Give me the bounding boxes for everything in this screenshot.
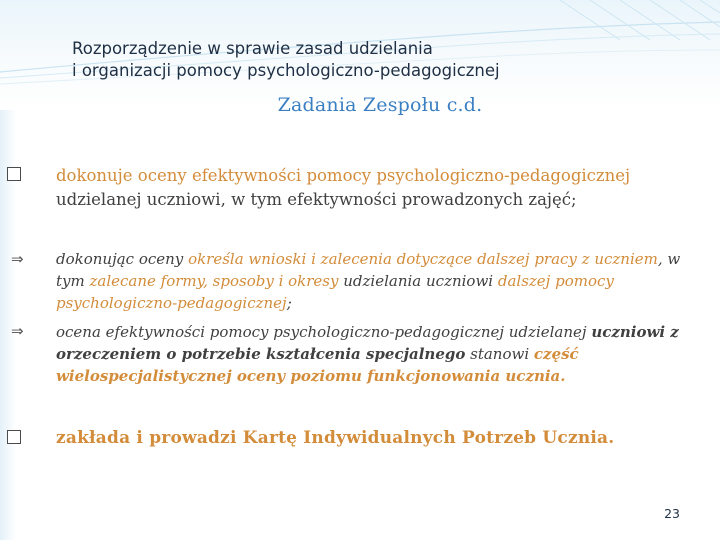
item-2-segment-6: dalszej pomocy psychologiczno-pedagogicznej <box>56 272 614 312</box>
footer-blank-box <box>500 485 598 527</box>
list-item <box>56 425 686 451</box>
item-1-segment-1: dokonuje oceny efektywności pomocy psychologiczno-pedagogicznej <box>56 166 631 185</box>
item-2-segment-3: , w tym <box>56 250 681 290</box>
item-2-segment-5: udzielania uczniowi <box>338 272 498 290</box>
item-2-segment-1: dokonując oceny <box>56 250 189 268</box>
header-title <box>72 38 632 82</box>
list-item <box>56 248 686 314</box>
slide-subtitle: Zadania Zespołu c.d. <box>277 94 483 116</box>
item-4-segment-1: zakłada i prowadzi Kartę Indywidualnych Potrzeb Ucznia. <box>56 428 615 448</box>
square-bullet-icon <box>7 167 21 181</box>
item-2-segment-4: zalecane formy, sposoby i okresy <box>89 272 339 290</box>
header-title-line-1: Rozporządzenie w sprawie zasad udzielania <box>72 39 433 58</box>
item-3-segment-2: uczniowi z orzeczeniem o potrzebie kształcenia specjalnego <box>56 323 679 363</box>
list-item <box>56 321 686 387</box>
item-3-segment-3: stanowi <box>465 345 534 363</box>
item-3-segment-4: część wielospecjalistycznej oceny poziomu funkcjonowania ucznia. <box>56 345 579 385</box>
double-arrow-right-icon: ⇒ <box>11 250 24 268</box>
item-1-segment-2: udzielanej uczniowi, w tym efektywności prowadzonych zajęć; <box>56 190 577 209</box>
page-number: 23 <box>664 506 680 521</box>
item-3-segment-1: ocena efektywności pomocy psychologiczno-pedagogicznej udzielanej <box>56 323 592 341</box>
square-bullet-icon <box>7 430 21 444</box>
item-2-segment-2: określa wnioski i zalecenia dotyczące dalszej pracy z uczniem <box>188 250 658 268</box>
header-title-line-2: i organizacji pomocy psychologiczno-pedagogicznej <box>72 61 500 80</box>
double-arrow-right-icon: ⇒ <box>11 322 24 340</box>
list-item <box>56 164 686 212</box>
item-2-segment-7: ; <box>286 294 292 312</box>
